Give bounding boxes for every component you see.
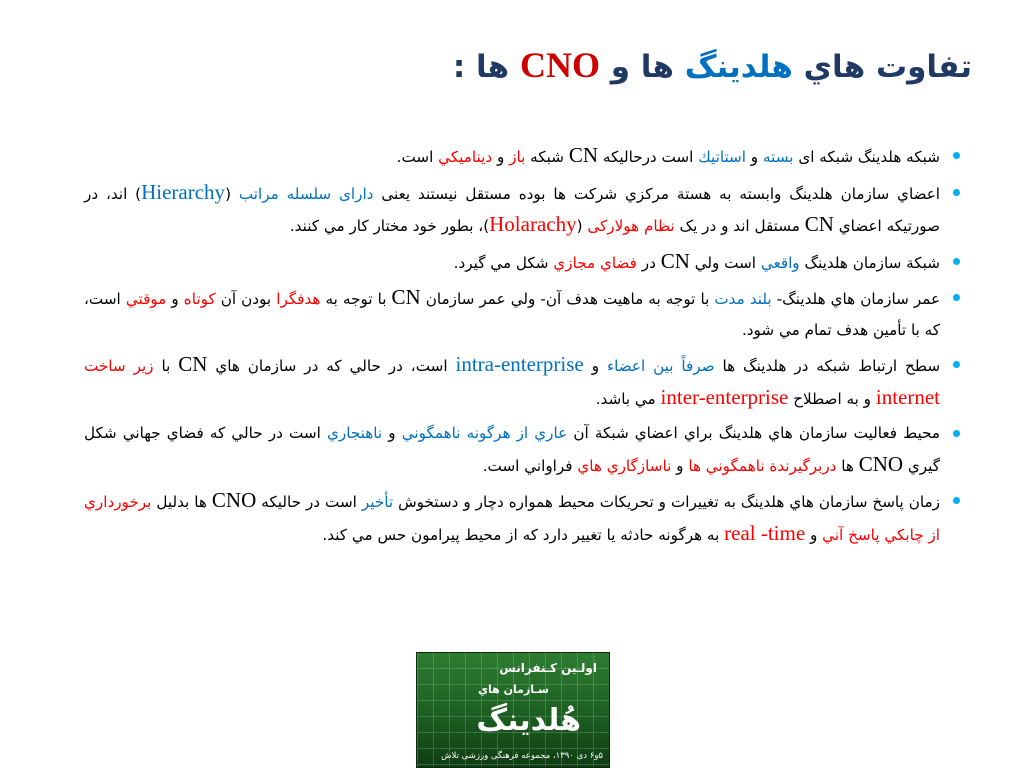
title-part: ها و	[610, 49, 674, 85]
bullet-list	[84, 140, 964, 554]
bullet-item: عمر سازمان هاي هلدينگ- بلند مدت با توجه به ماهيت هدف آن- ولي عمر سازمان CN با توجه به هدفگرا بودن آن كوتاه و موقتي است، كه با تأمين هدف تمام مي شود.	[84, 282, 964, 345]
title-cno: CNO	[519, 45, 600, 85]
title-part: هلدينگ	[684, 49, 793, 85]
bullet-item: شبكة سازمان هلدينگ واقعي است ولي CN در فضاي مجازي شكل مي گيرد.	[84, 246, 964, 279]
logo-text: ۵و۶ دی ۱۳۹۰، مجموعه فرهنگی ورزشی تلاش	[441, 751, 603, 761]
logo-text: هُلدينگ	[476, 703, 581, 738]
slide-title	[72, 44, 972, 86]
title-part: ها :	[452, 49, 510, 85]
bullet-item: زمان پاسخ سازمان هاي هلدينگ به تغييرات و تحريكات محيط همواره دچار و دستخوش تأخير است در حاليكه CNO ها بدليل برخورداري از چابكي پاسخ آني و real -time به هرگونه حادثه يا تغيير دارد كه از محيط پيرامون حس مي كند.	[84, 485, 964, 550]
bullet-item: شبكه هلدينگ شبكه ای بسته و استاتيك است درحاليكه CN شبكه باز و ديناميكي است.	[84, 140, 964, 173]
conference-logo	[416, 652, 610, 768]
logo-text: سـازمان هاي	[477, 683, 549, 696]
bullet-item: سطح ارتباط شبكه در هلدينگ ها صرفاً بين اعضاء و intra-enterprise است، در حالي كه در سازمان هاي CN با زير ساخت internet و به اصطلاح inter-enterprise مي باشد.	[84, 349, 964, 414]
logo-text: اولـين كـنفرانس	[499, 661, 597, 675]
bullet-item: اعضاي سازمان هلدينگ وابسته به هستة مركزي شركت ها بوده مستقل نيستند يعنی دارای سلسله مراتب (Hierarchy) اند، در صورتيكه اعضاي CN مستقل اند و در يک نظام هولاركی (Holarachy)، بطور خود مختار کار مي كنند.	[84, 177, 964, 242]
bullet-item: محيط فعاليت سازمان هاي هلدينگ براي اعضاي شبكة آن عاري از هرگونه ناهمگوني و ناهنجاري است در حالي كه فضاي جهاني شكل گيري CNO ها دربرگيرندة ناهمگوني ها و ناسازگاري هاي فراواني است.	[84, 418, 964, 481]
title-part: تفاوت هاي	[803, 49, 972, 85]
